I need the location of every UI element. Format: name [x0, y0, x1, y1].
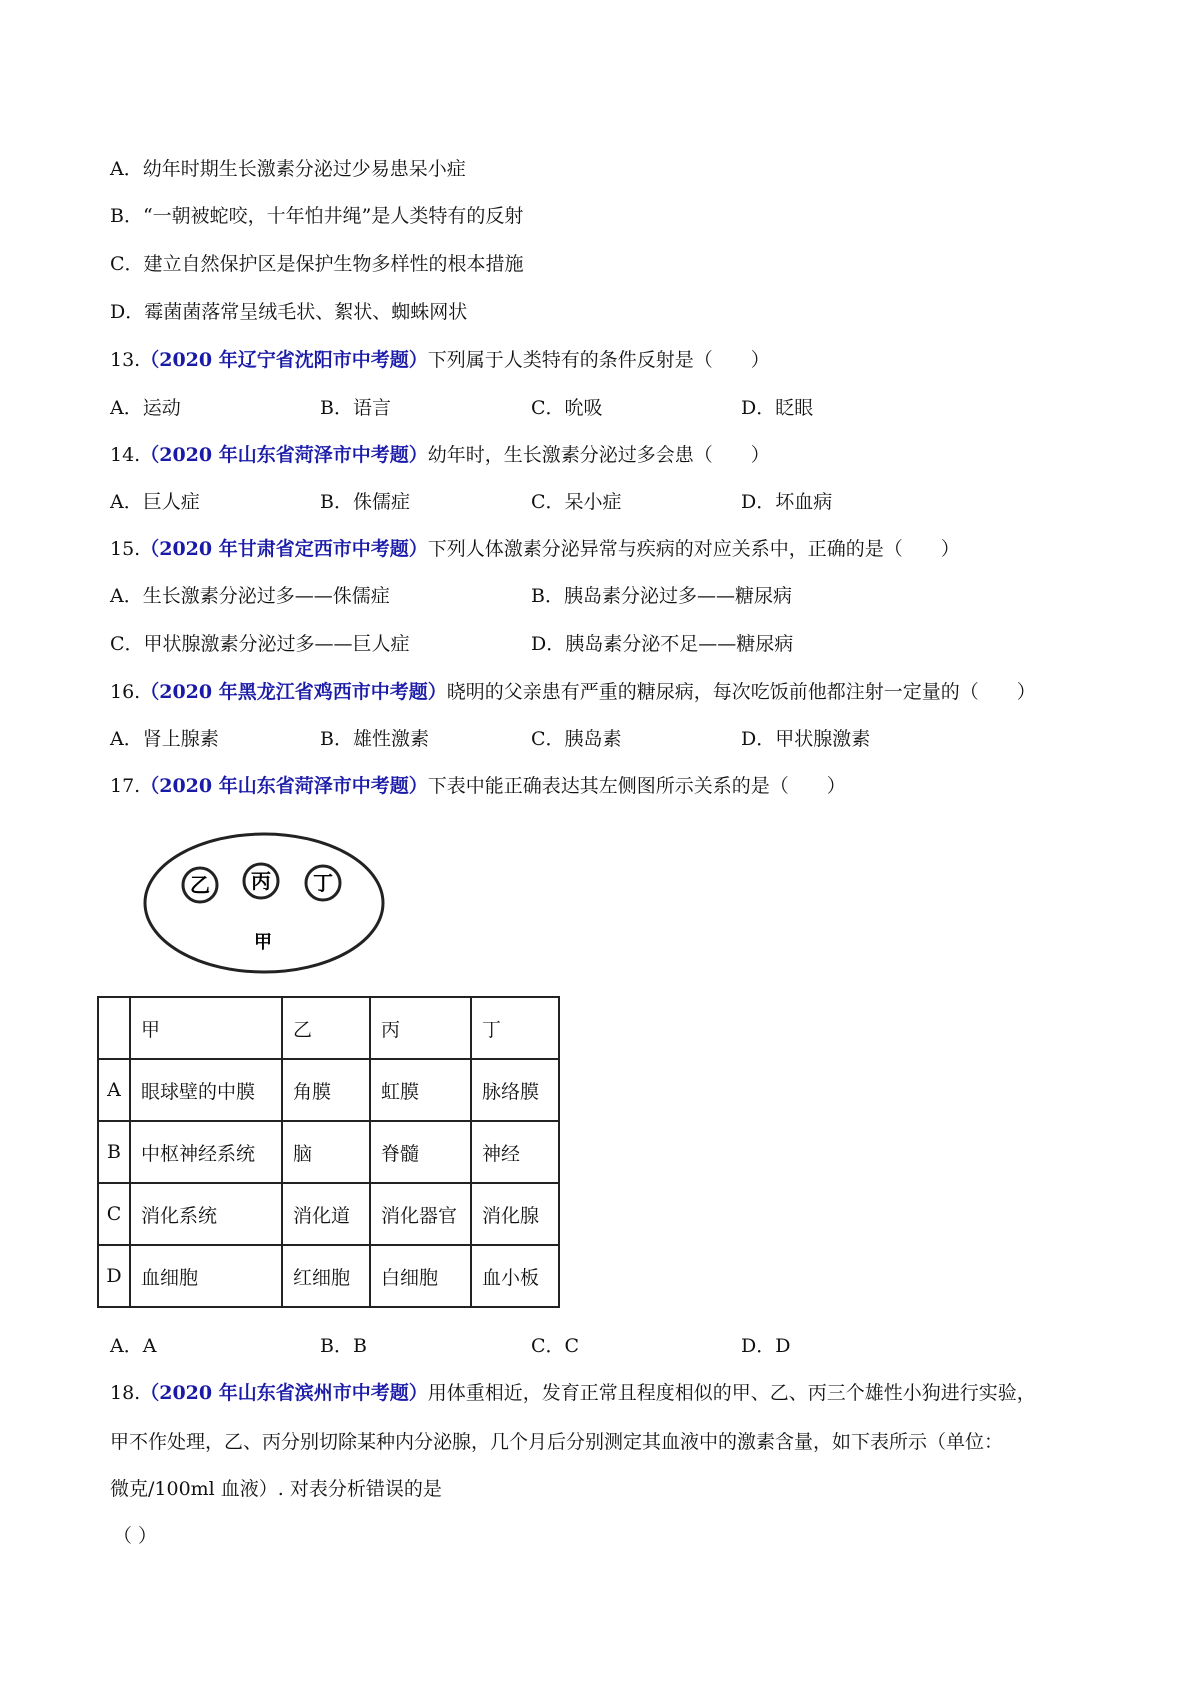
q12-option-b: B．“一朝被蛇咬，十年怕井绳”是人类特有的反射 [110, 205, 524, 227]
question-number: 16. [110, 681, 141, 703]
outer-label: 甲 [254, 932, 272, 953]
q17-option-b: B．B [320, 1335, 367, 1357]
table-cell: 甲 [130, 997, 282, 1059]
table-row [98, 1183, 559, 1245]
q12-option-a: A．幼年时期生长激素分泌过少易患呆小症 [110, 158, 466, 180]
table-cell: 丙 [370, 997, 471, 1059]
table-cell: 角膜 [282, 1059, 370, 1121]
q18-stem-line-2: 甲不作处理，乙、丙分别切除某种内分泌腺，几个月后分别测定其血液中的激素含量，如下表所示（单位： [110, 1431, 1004, 1453]
q14-option-b: B．侏儒症 [320, 491, 410, 513]
q13-option-a: A．运动 [110, 397, 181, 419]
table-cell: 脑 [282, 1121, 370, 1183]
q18-stem-line-3: 微克/100ml 血液）. 对表分析错误的是 [110, 1478, 442, 1500]
question-stem: 用体重相近，发育正常且程度相似的甲、乙、丙三个雄性小狗进行实验， [427, 1382, 1036, 1404]
question-15 [110, 537, 960, 561]
inner-label-2: 丙 [251, 869, 271, 893]
table-cell: 消化系统 [130, 1183, 282, 1245]
question-number: 17. [110, 775, 141, 797]
q16-option-d: D．甲状腺激素 [741, 728, 871, 750]
question-18 [110, 1381, 1036, 1405]
table-row [98, 1121, 559, 1183]
q14-option-c: C．呆小症 [531, 491, 622, 513]
question-source: （2020 年山东省菏泽市中考题） [140, 775, 428, 797]
q16-option-a: A．肾上腺素 [110, 728, 219, 750]
table-cell: 虹膜 [370, 1059, 471, 1121]
question-16 [110, 680, 1036, 704]
inner-label-1: 乙 [190, 873, 210, 897]
table-row [98, 1059, 559, 1121]
table-cell: 眼球壁的中膜 [130, 1059, 282, 1121]
question-number: 14. [110, 444, 141, 466]
question-source: （2020 年山东省菏泽市中考题） [140, 444, 428, 466]
table-cell: 乙 [282, 997, 370, 1059]
q12-option-d: D．霉菌菌落常呈绒毛状、絮状、蜘蛛网状 [110, 301, 468, 323]
table-cell: 白细胞 [370, 1245, 471, 1307]
question-source: （2020 年辽宁省沈阳市中考题） [140, 349, 428, 371]
table-cell [98, 997, 130, 1059]
table-cell: 神经 [471, 1121, 559, 1183]
table-cell: D [98, 1245, 130, 1307]
table-cell: 血细胞 [130, 1245, 282, 1307]
q14-option-a: A．巨人症 [110, 491, 200, 513]
table-cell: 血小板 [471, 1245, 559, 1307]
table-cell: 脉络膜 [471, 1059, 559, 1121]
question-stem: 下表中能正确表达其左侧图所示关系的是（ ） [427, 775, 846, 797]
question-14 [110, 443, 770, 467]
table-row [98, 1245, 559, 1307]
q15-option-a: A．生长激素分泌过多——侏儒症 [110, 585, 390, 607]
q13-option-d: D．眨眼 [741, 397, 814, 419]
q13-option-c: C．吮吸 [531, 397, 603, 419]
table-cell: B [98, 1121, 130, 1183]
answer-bracket: （ ） [113, 1525, 158, 1547]
table-header-row [98, 997, 559, 1059]
question-source: （2020 年甘肃省定西市中考题） [140, 538, 428, 560]
q14-option-d: D．坏血病 [741, 491, 833, 513]
table-cell: A [98, 1059, 130, 1121]
question-number: 15. [110, 538, 141, 560]
q15-option-c: C．甲状腺激素分泌过多——巨人症 [110, 633, 410, 655]
q13-option-b: B．语言 [320, 397, 391, 419]
question-source: （2020 年山东省滨州市中考题） [140, 1382, 428, 1404]
question-number: 13. [110, 349, 141, 371]
table-cell: 消化道 [282, 1183, 370, 1245]
question-stem: 下列属于人类特有的条件反射是（ ） [427, 349, 770, 371]
q17-option-a: A．A [110, 1335, 157, 1357]
question-source: （2020 年黑龙江省鸡西市中考题） [140, 681, 447, 703]
q16-option-c: C．胰岛素 [531, 728, 622, 750]
q15-option-b: B．胰岛素分泌过多——糖尿病 [531, 585, 792, 607]
table-cell: C [98, 1183, 130, 1245]
q17-option-c: C．C [531, 1335, 580, 1357]
question-number: 18. [110, 1382, 141, 1404]
relation-table [97, 996, 560, 1308]
question-17 [110, 774, 846, 798]
q12-option-c: C．建立自然保护区是保护生物多样性的根本措施 [110, 253, 524, 275]
q16-option-b: B．雄性激素 [320, 728, 429, 750]
table-cell: 中枢神经系统 [130, 1121, 282, 1183]
table-cell: 消化器官 [370, 1183, 471, 1245]
question-stem: 下列人体激素分泌异常与疾病的对应关系中，正确的是（ ） [427, 538, 960, 560]
question-stem: 晓明的父亲患有严重的糖尿病，每次吃饭前他都注射一定量的（ ） [446, 681, 1036, 703]
q15-option-d: D．胰岛素分泌不足——糖尿病 [531, 633, 794, 655]
question-stem: 幼年时，生长激素分泌过多会患（ ） [427, 444, 770, 466]
table-cell: 消化腺 [471, 1183, 559, 1245]
question-13 [110, 348, 770, 372]
table-cell: 丁 [471, 997, 559, 1059]
table-cell: 红细胞 [282, 1245, 370, 1307]
table-cell: 脊髓 [370, 1121, 471, 1183]
inner-label-3: 丁 [313, 871, 333, 895]
venn-diagram [140, 830, 390, 980]
q17-option-d: D．D [741, 1335, 791, 1357]
